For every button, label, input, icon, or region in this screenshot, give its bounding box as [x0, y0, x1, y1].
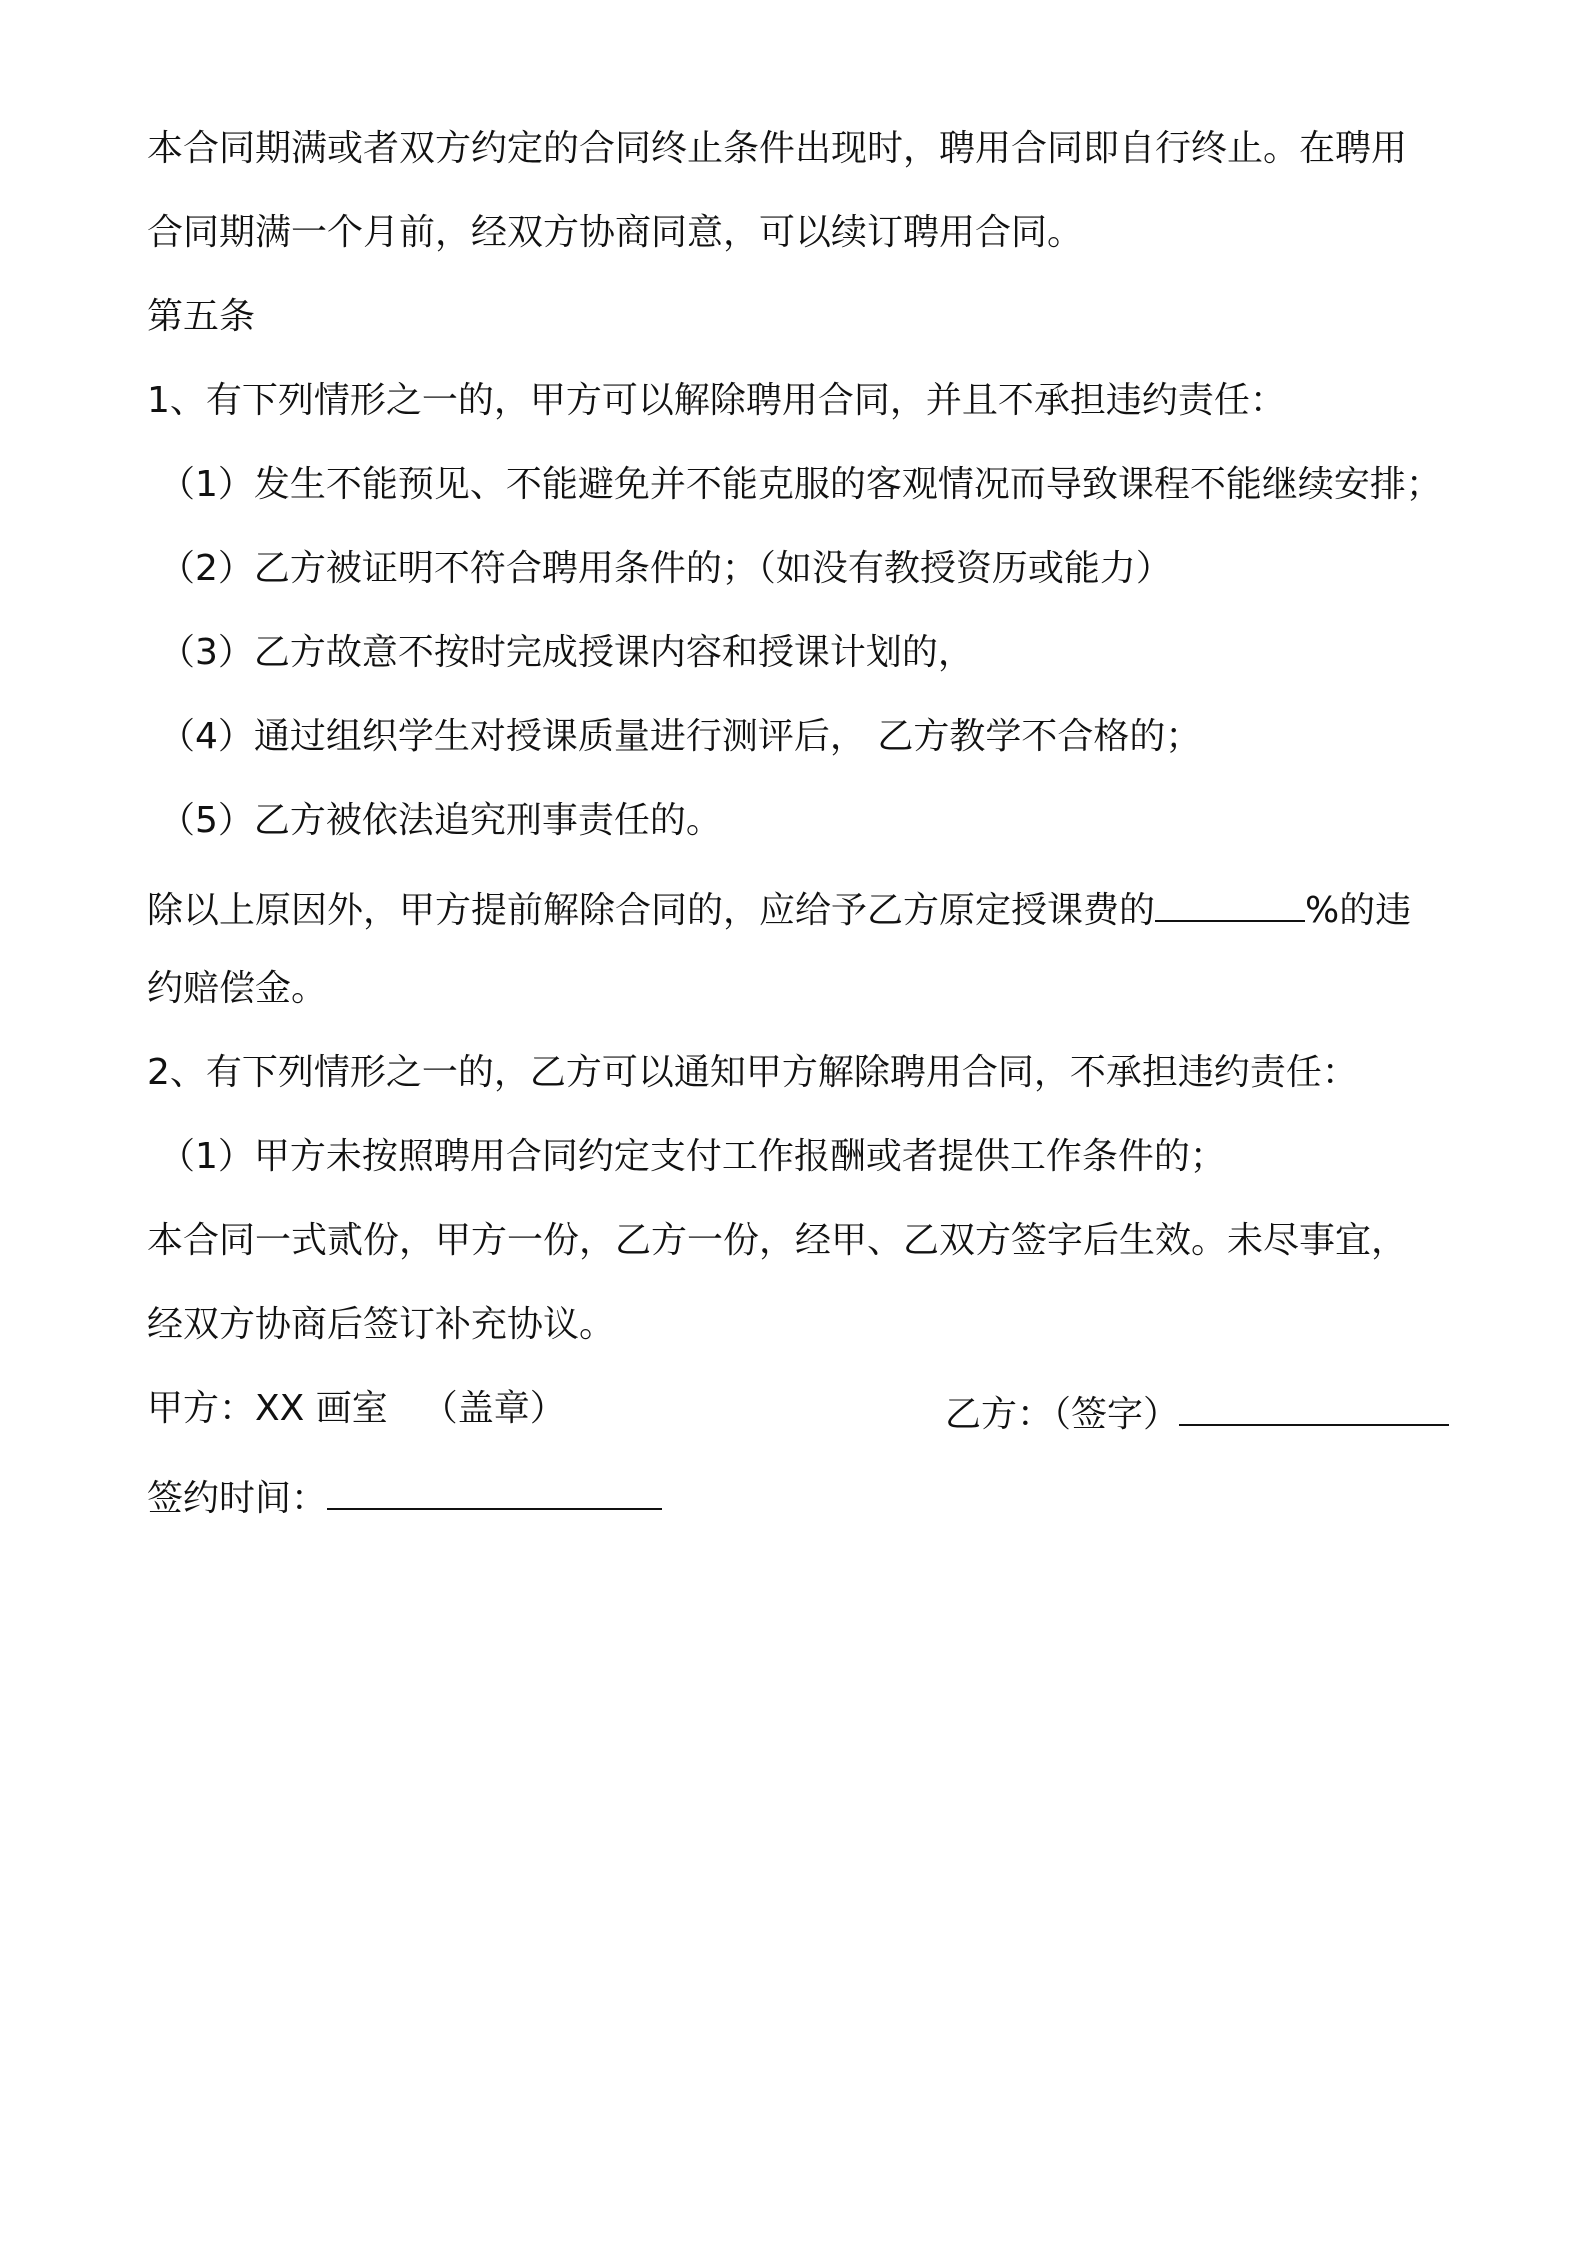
closing-line-2: 经双方协商后签订补充协议。: [147, 1304, 616, 1345]
penalty-clause-suffix: %的违: [1305, 890, 1412, 931]
section-1-item: （1）发生不能预见、不能避免并不能克服的客观情况而导致课程不能继续安排；: [159, 464, 1442, 505]
party-a-signature: [147, 1388, 566, 1430]
sign-date-row: [147, 1472, 1447, 1556]
party-a-label: 甲方：XX 画室: [147, 1388, 388, 1429]
section-1-item: （4）通过组织学生对授课质量进行测评后， 乙方教学不合格的；: [159, 716, 1202, 757]
penalty-clause-line-2: 约赔偿金。: [147, 968, 328, 1009]
party-b-label: 乙方：（签字）: [944, 1394, 1179, 1435]
section-1-item: （2）乙方被证明不符合聘用条件的；（如没有教授资历或能力）: [159, 548, 1172, 589]
party-b-signature: [945, 1388, 1449, 1436]
section-2-item: （1）甲方未按照聘用合同约定支付工作报酬或者提供工作条件的；: [159, 1136, 1226, 1177]
closing-line-1: 本合同一式贰份，甲方一份，乙方一份，经甲、乙双方签字后生效。未尽事宜，: [147, 1220, 1408, 1261]
section-1-item: （5）乙方被依法追究刑事责任的。: [159, 800, 722, 841]
paragraph-term-end-line-1: 本合同期满或者双方约定的合同终止条件出现时，聘用合同即自行终止。在聘用: [147, 128, 1408, 169]
article-title: 第五条: [147, 296, 256, 337]
section-2-heading: 2、有下列情形之一的，乙方可以通知甲方解除聘用合同，不承担违约责任：: [147, 1052, 1358, 1093]
party-b-signature-blank[interactable]: [1179, 1388, 1449, 1426]
penalty-percent-blank[interactable]: [1155, 884, 1305, 922]
section-1-item: （3）乙方故意不按时完成授课内容和授课计划的，: [159, 632, 974, 673]
party-a-seal: （盖章）: [421, 1388, 566, 1429]
contract-page: [147, 128, 1447, 1556]
section-1-heading: 1、有下列情形之一的，甲方可以解除聘用合同，并且不承担违约责任：: [147, 380, 1286, 421]
penalty-clause-text: 除以上原因外，甲方提前解除合同的，应给予乙方原定授课费的: [147, 890, 1156, 931]
paragraph-term-end-line-2: 合同期满一个月前，经双方协商同意，可以续订聘用合同。: [147, 212, 1084, 253]
sign-date-label: 签约时间：: [147, 1478, 328, 1519]
signature-row: [147, 1388, 1447, 1472]
penalty-clause-line-1: [147, 884, 1447, 968]
sign-date-blank[interactable]: [327, 1472, 662, 1510]
